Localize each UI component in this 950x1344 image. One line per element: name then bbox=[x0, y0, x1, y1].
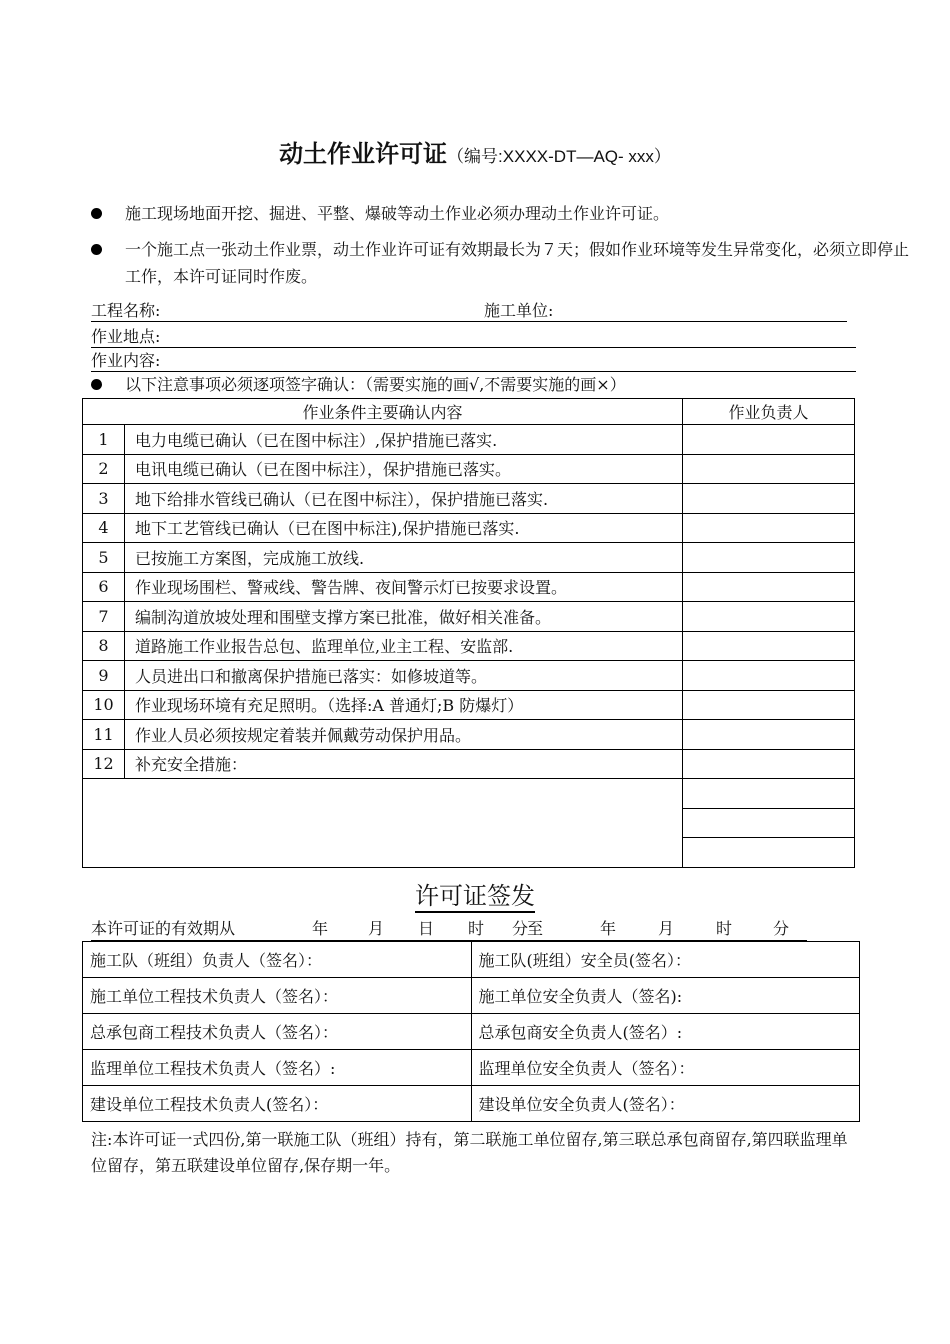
table-row bbox=[83, 572, 855, 602]
row-content: 电力电缆已确认（已在图中标注）,保护措施已落实. bbox=[125, 425, 683, 455]
row-number: 5 bbox=[83, 543, 125, 573]
signature-cell[interactable] bbox=[683, 425, 855, 455]
table-row bbox=[83, 942, 860, 978]
signature-field[interactable]: 施工队（班组）负责人（签名）： bbox=[83, 942, 472, 978]
row-number: 7 bbox=[83, 602, 125, 632]
row-number: 9 bbox=[83, 661, 125, 691]
confirm-note-text: 以下注意事项必须逐项签字确认：（需要实施的画√,不需要实施的画×） bbox=[125, 375, 626, 394]
row-content: 电讯电缆已确认（已在图中标注），保护措施已落实。 bbox=[125, 454, 683, 484]
validity-month-to: 月 bbox=[658, 919, 675, 938]
row-content: 地下工艺管线已确认（已在图中标注),保护措施已落实. bbox=[125, 513, 683, 543]
row-content: 作业现场环境有充足照明。（选择:A 普通灯;B 防爆灯） bbox=[125, 690, 683, 720]
row-number: 6 bbox=[83, 572, 125, 602]
location-label: 作业地点: bbox=[91, 327, 161, 346]
row-content: 道路施工作业报告总包、监理单位,业主工程、安监部. bbox=[125, 631, 683, 661]
signature-cell[interactable] bbox=[683, 779, 855, 809]
footer-note: 注:本许可证一式四份,第一联施工队（班组）持有，第二联施工单位留存,第三联总承包商留存,第四联监理单位留存，第五联建设单位留存,保存期一年。 bbox=[91, 1130, 848, 1175]
validity-year-from: 年 bbox=[312, 919, 329, 938]
signature-cell[interactable] bbox=[683, 513, 855, 543]
table-row bbox=[83, 779, 855, 809]
signature-field[interactable]: 总承包商安全负责人(签名）: bbox=[471, 1014, 860, 1050]
table-row bbox=[83, 661, 855, 691]
signature-cell[interactable] bbox=[683, 454, 855, 484]
signature-cell[interactable] bbox=[683, 572, 855, 602]
row-number: 12 bbox=[83, 749, 125, 779]
title-code: （编号:XXXX-DT—AQ- xxx） bbox=[447, 147, 671, 166]
signature-cell[interactable] bbox=[683, 631, 855, 661]
table-row bbox=[83, 631, 855, 661]
validity-month-from: 月 bbox=[368, 919, 385, 938]
title-main: 动土作业许可证 bbox=[279, 140, 448, 168]
validity-prefix: 本许可证的有效期从 bbox=[91, 919, 236, 938]
header-sign: 作业负责人 bbox=[683, 399, 855, 425]
bullet-text: 一个施工点一张动土作业票，动土作业许可证有效期最长为７天；假如作业环境等发生异常变化，必须立即停止工作，本许可证同时作废。 bbox=[125, 240, 910, 286]
validity-hour-from: 时 bbox=[468, 919, 485, 938]
row-number: 4 bbox=[83, 513, 125, 543]
row-number: 8 bbox=[83, 631, 125, 661]
issue-title bbox=[0, 876, 950, 911]
row-content: 作业现场围栏、警戒线、警告牌、夜间警示灯已按要求设置。 bbox=[125, 572, 683, 602]
validity-minute-from: 分 bbox=[512, 919, 529, 938]
table-row bbox=[83, 978, 860, 1014]
table-row bbox=[83, 690, 855, 720]
signature-cell[interactable] bbox=[683, 720, 855, 750]
work-content-label: 作业内容: bbox=[91, 351, 161, 370]
signature-field[interactable]: 施工队(班组）安全员(签名）： bbox=[471, 942, 860, 978]
validity-year-to: 年 bbox=[600, 919, 617, 938]
document-title bbox=[0, 134, 950, 169]
row-content: 编制沟道放坡处理和围壁支撑方案已批准，做好相关准备。 bbox=[125, 602, 683, 632]
validity-period-line[interactable] bbox=[91, 918, 807, 941]
table-row bbox=[83, 1014, 860, 1050]
validity-minute-to: 分 bbox=[773, 919, 790, 938]
row-number: 11 bbox=[83, 720, 125, 750]
validity-to: 至 bbox=[527, 919, 544, 938]
row-content: 地下给排水管线已确认（已在图中标注），保护措施已落实. bbox=[125, 484, 683, 514]
signature-cell[interactable] bbox=[683, 484, 855, 514]
supplementary-measures-area[interactable] bbox=[83, 779, 683, 868]
project-name-label: 工程名称: bbox=[91, 301, 161, 320]
bullet-dot-icon bbox=[91, 379, 102, 390]
table-row bbox=[83, 454, 855, 484]
signature-cell[interactable] bbox=[683, 690, 855, 720]
bullet-text: 施工现场地面开挖、掘进、平整、爆破等动土作业必须办理动土作业许可证。 bbox=[125, 204, 670, 223]
row-number: 2 bbox=[83, 454, 125, 484]
validity-day-from: 日 bbox=[418, 919, 435, 938]
construction-unit-label: 施工单位: bbox=[484, 301, 554, 320]
row-number: 3 bbox=[83, 484, 125, 514]
signature-field[interactable]: 施工单位安全负责人（签名): bbox=[471, 978, 860, 1014]
signature-table bbox=[82, 941, 860, 1122]
header-content: 作业条件主要确认内容 bbox=[83, 399, 683, 425]
bullet-dot-icon bbox=[91, 244, 102, 255]
signature-cell[interactable] bbox=[683, 808, 855, 838]
table-row bbox=[83, 543, 855, 573]
signature-field[interactable]: 总承包商工程技术负责人（签名）： bbox=[83, 1014, 472, 1050]
table-row bbox=[83, 1086, 860, 1122]
signature-field[interactable]: 监理单位工程技术负责人（签名）: bbox=[83, 1050, 472, 1086]
work-content-field[interactable] bbox=[91, 350, 856, 372]
validity-hour-to: 时 bbox=[716, 919, 733, 938]
signature-cell[interactable] bbox=[683, 749, 855, 779]
signature-cell[interactable] bbox=[683, 838, 855, 868]
signature-field[interactable]: 监理单位安全负责人（签名）： bbox=[471, 1050, 860, 1086]
signature-cell[interactable] bbox=[683, 661, 855, 691]
issue-title-text: 许可证签发 bbox=[415, 882, 535, 913]
row-content: 作业人员必须按规定着装并佩戴劳动保护用品。 bbox=[125, 720, 683, 750]
bullet-dot-icon bbox=[91, 208, 102, 219]
table-row bbox=[83, 1050, 860, 1086]
signature-cell[interactable] bbox=[683, 543, 855, 573]
row-number: 1 bbox=[83, 425, 125, 455]
checklist-header-row bbox=[83, 399, 855, 425]
location-field[interactable] bbox=[91, 326, 856, 348]
table-row bbox=[83, 513, 855, 543]
table-row bbox=[83, 425, 855, 455]
signature-field[interactable]: 建设单位安全负责人(签名）： bbox=[471, 1086, 860, 1122]
table-row bbox=[83, 602, 855, 632]
table-row bbox=[83, 484, 855, 514]
table-row bbox=[83, 720, 855, 750]
row-number: 10 bbox=[83, 690, 125, 720]
table-row bbox=[83, 749, 855, 779]
signature-field[interactable]: 建设单位工程技术负责人(签名）： bbox=[83, 1086, 472, 1122]
signature-field[interactable]: 施工单位工程技术负责人（签名）： bbox=[83, 978, 472, 1014]
signature-cell[interactable] bbox=[683, 602, 855, 632]
row-content: 已按施工方案图，完成施工放线. bbox=[125, 543, 683, 573]
row-content: 补充安全措施： bbox=[125, 749, 683, 779]
row-content: 人员进出口和撤离保护措施已落实：如修坡道等。 bbox=[125, 661, 683, 691]
project-name-field[interactable] bbox=[91, 300, 847, 322]
checklist-table bbox=[82, 398, 855, 868]
